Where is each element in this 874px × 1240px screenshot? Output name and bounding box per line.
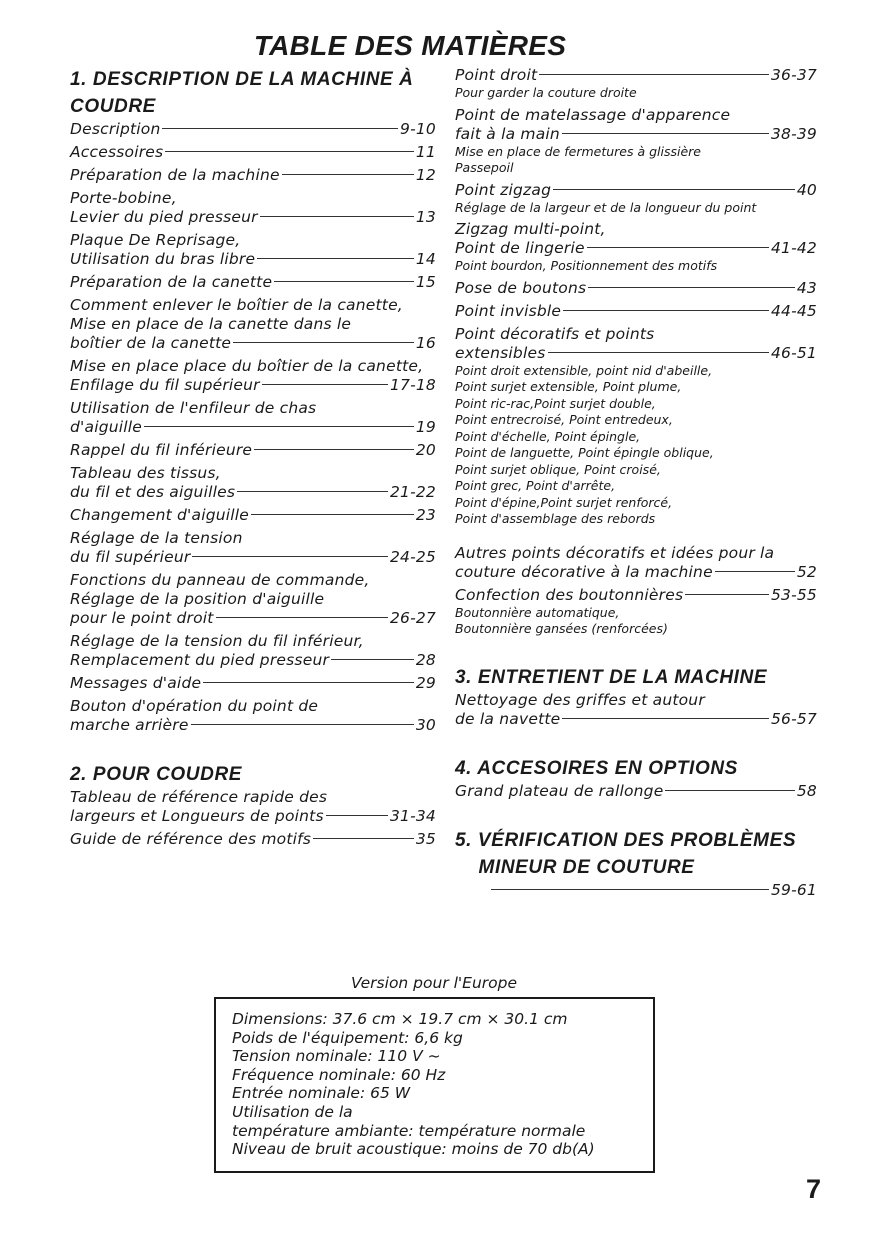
- section-heading: [455, 755, 817, 782]
- toc-entry-line: Réglage de la position d'aiguille: [70, 590, 325, 608]
- toc-subentry: Point ric-rac,Point surjet double,: [455, 395, 656, 411]
- section-heading: [70, 761, 436, 788]
- toc-entry-title: de la navette: [455, 709, 561, 728]
- dot-leader: [685, 594, 769, 595]
- toc-leader-row: [70, 651, 436, 670]
- toc-leader-row: [455, 782, 817, 801]
- toc-page-ref: 59-61: [770, 880, 817, 899]
- toc-leader-row: [70, 807, 436, 826]
- dot-leader: [203, 682, 414, 683]
- section-heading-line: MINEUR DE COUTURE: [455, 856, 695, 878]
- toc-page-ref: 31-34: [389, 807, 436, 825]
- toc-subentry: Point bourdon, Positionnement des motifs: [455, 258, 718, 273]
- toc-entry-title: Confection des boutonnières: [455, 585, 684, 604]
- page-number: 7: [806, 1174, 822, 1204]
- toc-leader-row: [455, 302, 817, 321]
- dot-leader: [162, 128, 398, 129]
- toc-entry: [455, 881, 817, 900]
- toc-leader-row: [70, 208, 436, 227]
- toc-entry: [70, 632, 436, 670]
- toc-subentry: Réglage de la largeur et de la longueur du point: [455, 199, 757, 215]
- toc-leader-row: [70, 334, 436, 353]
- spec-line: Utilisation de la: [232, 1102, 353, 1121]
- dot-leader: [539, 74, 769, 75]
- toc-page-ref: 15: [415, 273, 436, 291]
- toc-page-ref: 38-39: [770, 124, 817, 143]
- toc-leader-row: [455, 710, 817, 729]
- toc-page-ref: 17-18: [389, 376, 436, 394]
- dot-leader: [191, 724, 414, 725]
- toc-subentry: Point d'épine,Point surjet renforcé,: [455, 494, 673, 510]
- toc-subentry: Boutonnière gansées (renforcées): [455, 621, 668, 636]
- toc-page-ref: 13: [415, 208, 436, 226]
- toc-entry: [70, 296, 436, 353]
- dot-leader: [331, 659, 414, 660]
- toc-entry: [70, 464, 436, 502]
- spacer: [455, 805, 817, 827]
- toc-entry: [70, 506, 436, 525]
- section-heading: [455, 827, 817, 881]
- toc-entry-title: pour le point droit: [70, 609, 214, 627]
- dot-leader: [251, 514, 414, 515]
- dot-leader: [491, 889, 769, 890]
- toc-entry-title: largeurs et Longueurs de points: [70, 807, 324, 825]
- toc-subentry: Point grec, Point d'arrête,: [455, 478, 616, 493]
- toc-leader-row: [70, 250, 436, 269]
- toc-leader-row: [70, 166, 436, 185]
- toc-entry-title: Point zigzag: [455, 180, 552, 199]
- toc-page-ref: 41-42: [770, 239, 817, 257]
- toc-leader-row: [70, 548, 436, 567]
- toc-leader-row: [70, 830, 436, 849]
- toc-leader-row: [70, 376, 436, 395]
- section-heading: [455, 664, 817, 691]
- toc-entry-line: Fonctions du panneau de commande,: [70, 571, 370, 589]
- toc-leader-row: [70, 273, 436, 292]
- section-heading-line: COUDRE: [70, 96, 156, 117]
- spec-line: Fréquence nominale: 60 Hz: [232, 1065, 446, 1084]
- toc-subentry: Point d'échelle, Point épingle,: [455, 428, 641, 444]
- toc-entry: [70, 143, 436, 162]
- toc-leader-row: [70, 483, 436, 502]
- toc-entry: [70, 357, 436, 395]
- dot-leader: [563, 310, 769, 311]
- toc-entry-title: du fil et des aiguilles: [70, 483, 236, 501]
- toc-entry: [70, 529, 436, 567]
- toc-leader-row: [70, 674, 436, 693]
- toc-entry-title: Enfilage du fil supérieur: [70, 376, 260, 394]
- toc-page-ref: 52: [796, 562, 817, 581]
- toc-right-column: [455, 66, 817, 904]
- toc-entry: [70, 697, 436, 735]
- toc-entry: [455, 544, 817, 582]
- toc-leader-row: [70, 143, 436, 162]
- toc-page-ref: 19: [415, 418, 436, 436]
- toc-entry-title: Changement d'aiguille: [70, 506, 250, 524]
- toc-entry-line: Point décoratifs et points: [455, 324, 655, 343]
- toc-page-ref: 44-45: [770, 301, 817, 320]
- toc-entry: [70, 273, 436, 292]
- toc-page-ref: 12: [415, 166, 436, 184]
- toc-leader-row: [70, 716, 436, 735]
- dot-leader: [274, 281, 414, 282]
- toc-leader-row: [70, 120, 436, 139]
- toc-leader-row: [455, 239, 817, 258]
- toc-subentry: Mise en place de fermetures à glissière: [455, 143, 701, 159]
- toc-entry: [70, 830, 436, 849]
- toc-entry-title: Utilisation du bras libre: [70, 250, 256, 268]
- toc-page-ref: 14: [415, 250, 436, 268]
- toc-entry: [455, 66, 817, 102]
- toc-subentry: Point d'assemblage des rebords: [455, 511, 656, 526]
- toc-entry-title: Point invisble: [455, 301, 562, 320]
- toc-page-ref: 16: [415, 334, 436, 352]
- toc-subentry: Point entrecroisé, Point entredeux,: [455, 412, 673, 427]
- toc-page-ref: 9-10: [400, 120, 436, 138]
- dot-leader: [587, 247, 769, 248]
- toc-page-ref: 30: [415, 716, 436, 734]
- toc-leader-row: [455, 344, 817, 363]
- toc-entry: [455, 586, 817, 638]
- toc-subentry: Point surjet oblique, Point croisé,: [455, 461, 661, 477]
- toc-leader-row: [455, 181, 817, 200]
- section-heading: [70, 66, 436, 120]
- dot-leader: [313, 838, 414, 839]
- dot-leader: [282, 174, 414, 175]
- version-label: Version pour l'Europe: [350, 974, 518, 992]
- toc-entry: [70, 441, 436, 460]
- toc-leader-row: [70, 609, 436, 628]
- toc-entry-line: Utilisation de l'enfileur de chas: [70, 399, 317, 417]
- toc-entry-title: boîtier de la canette: [70, 334, 232, 352]
- toc-entry-title: marche arrière: [70, 716, 189, 734]
- toc-page-ref: 28: [415, 651, 436, 669]
- dot-leader: [165, 151, 414, 152]
- toc-page-ref: 11: [415, 143, 436, 161]
- toc-subentry: Pour garder la couture droite: [455, 85, 637, 100]
- section-heading-line: 3. ENTRETIENT DE LA MACHINE: [455, 666, 768, 688]
- toc-entry-title: Accessoires: [70, 143, 164, 161]
- toc-subentry: Point de languette, Point épingle oblique,: [455, 445, 714, 460]
- toc-subentry: Boutonnière automatique,: [455, 604, 620, 620]
- toc-page-ref: 53-55: [770, 585, 817, 604]
- toc-entry: [70, 788, 436, 826]
- spacer: [455, 642, 817, 664]
- toc-page-ref: 24-25: [389, 548, 436, 566]
- toc-entry: [70, 166, 436, 185]
- toc-entry-title: Pose de boutons: [455, 278, 587, 297]
- toc-entry-line: Point de matelassage d'apparence: [455, 105, 731, 124]
- toc-entry-title: fait à la main: [455, 124, 560, 143]
- toc-page-ref: 26-27: [389, 609, 436, 627]
- spec-line: Dimensions: 37.6 cm × 19.7 cm × 30.1 cm: [232, 1010, 568, 1028]
- toc-entry-line: Bouton d'opération du point de: [70, 697, 319, 715]
- toc-entry-title: Remplacement du pied presseur: [70, 651, 330, 669]
- toc-page-ref: 46-51: [770, 343, 817, 362]
- toc-entry: [455, 302, 817, 321]
- toc-entry-line: Réglage de la tension du fil inférieur,: [70, 632, 364, 650]
- spec-line: Tension nominale: 110 V ~: [232, 1047, 441, 1066]
- toc-leader-row: [70, 418, 436, 437]
- toc-entry-line: Nettoyage des griffes et autour: [455, 690, 705, 709]
- toc-subentry: Point droit extensible, point nid d'abeille,: [455, 362, 713, 378]
- toc-entry-title: du fil supérieur: [70, 548, 191, 566]
- toc-page-ref: 21-22: [389, 483, 436, 501]
- toc-entry-title: Point droit: [455, 66, 538, 84]
- spec-line: Niveau de bruit acoustique: moins de 70 db(A): [232, 1140, 595, 1159]
- toc-entry: [70, 571, 436, 628]
- section-heading-line: 4. ACCESOIRES EN OPTIONS: [455, 757, 738, 779]
- dot-leader: [326, 815, 388, 816]
- toc-page-ref: 58: [796, 781, 817, 800]
- toc-leader-row: [455, 881, 817, 900]
- toc-leader-row: [455, 586, 817, 605]
- toc-entry-title: Point de lingerie: [455, 239, 585, 257]
- toc-entry-title: Guide de référence des motifs: [70, 830, 312, 848]
- toc-entry-title: d'aiguille: [70, 418, 143, 436]
- dot-leader: [192, 556, 387, 557]
- toc-entry-line: Zigzag multi-point,: [455, 220, 606, 238]
- spacer: [455, 733, 817, 755]
- toc-page-ref: 56-57: [770, 709, 817, 728]
- spacer: [70, 739, 436, 761]
- toc-subentry: Point surjet extensible, Point plume,: [455, 379, 682, 394]
- toc-entry: [455, 106, 817, 177]
- toc-entry-title: Description: [70, 120, 161, 138]
- toc-page-ref: 23: [415, 506, 436, 524]
- dot-leader: [216, 617, 388, 618]
- toc-entry: [70, 189, 436, 227]
- toc-entry-title: Levier du pied presseur: [70, 208, 258, 226]
- toc-entry-line: Plaque De Reprisage,: [70, 231, 241, 249]
- toc-entry: [70, 120, 436, 139]
- toc-entry-line: Réglage de la tension: [70, 529, 243, 547]
- dot-leader: [254, 449, 414, 450]
- toc-entry-title: couture décorative à la machine: [455, 562, 713, 581]
- dot-leader: [237, 491, 388, 492]
- dot-leader: [548, 352, 769, 353]
- toc-entry: [455, 691, 817, 729]
- toc-entry-line: Mise en place place du boîtier de la canette,: [70, 357, 424, 375]
- toc-entry-line: Porte-bobine,: [70, 189, 177, 207]
- toc-entry-line: Tableau de référence rapide des: [70, 788, 328, 806]
- toc-page-ref: 29: [415, 674, 436, 692]
- dot-leader: [233, 342, 414, 343]
- dot-leader: [562, 133, 769, 134]
- toc-page-ref: 35: [415, 830, 436, 848]
- spec-line: Entrée nominale: 65 W: [232, 1084, 411, 1103]
- toc-entry: [455, 782, 817, 801]
- dot-leader: [588, 287, 795, 288]
- dot-leader: [257, 258, 414, 259]
- toc-entry-title: Grand plateau de rallonge: [455, 781, 664, 800]
- section-heading-line: 2. POUR COUDRE: [70, 764, 243, 785]
- page-title: TABLE DES MATIÈRES: [253, 30, 567, 61]
- dot-leader: [262, 384, 388, 385]
- toc-leader-row: [70, 441, 436, 460]
- toc-leader-row: [455, 125, 817, 144]
- toc-leader-row: [455, 279, 817, 298]
- toc-left-column: [70, 66, 436, 853]
- toc-entry: [70, 231, 436, 269]
- toc-entry: [70, 399, 436, 437]
- toc-entry-line: Tableau des tissus,: [70, 464, 221, 482]
- toc-entry: [455, 325, 817, 528]
- toc-leader-row: [455, 563, 817, 582]
- dot-leader: [665, 790, 794, 791]
- toc-entry-line: Mise en place de la canette dans le: [70, 315, 352, 333]
- toc-entry-title: Préparation de la canette: [70, 273, 273, 291]
- toc-page-ref: 40: [796, 180, 817, 199]
- toc-page-ref: 20: [415, 441, 436, 459]
- toc-entry: [455, 181, 817, 217]
- dot-leader: [553, 189, 795, 190]
- toc-entry-line: Comment enlever le boîtier de la canette,: [70, 296, 403, 314]
- dot-leader: [715, 571, 795, 572]
- spacer: [455, 532, 817, 544]
- toc-entry-title: Rappel du fil inférieure: [70, 441, 253, 459]
- dot-leader: [562, 718, 769, 719]
- toc-entry: [455, 220, 817, 275]
- toc-page-ref: 43: [796, 278, 817, 297]
- toc-entry: [455, 279, 817, 298]
- toc-page-ref: 36-37: [770, 66, 817, 84]
- toc-entry-line: Autres points décoratifs et idées pour la: [455, 543, 775, 562]
- toc-entry-title: Préparation de la machine: [70, 166, 280, 184]
- section-heading-line: 5. VÉRIFICATION DES PROBLÈMES: [455, 829, 797, 851]
- toc-subentry: Passepoil: [455, 160, 514, 175]
- section-heading-line: 1. DESCRIPTION DE LA MACHINE À: [70, 69, 414, 90]
- spec-line: température ambiante: température normale: [232, 1121, 586, 1140]
- dot-leader: [144, 426, 414, 427]
- toc-entry-title: Messages d'aide: [70, 674, 202, 692]
- toc-leader-row: [455, 66, 817, 85]
- dot-leader: [260, 216, 414, 217]
- toc-entry-title: extensibles: [455, 343, 546, 362]
- toc-leader-row: [70, 506, 436, 525]
- spec-line: Poids de l'équipement: 6,6 kg: [232, 1028, 463, 1047]
- toc-entry: [70, 674, 436, 693]
- specifications-box: [214, 997, 655, 1173]
